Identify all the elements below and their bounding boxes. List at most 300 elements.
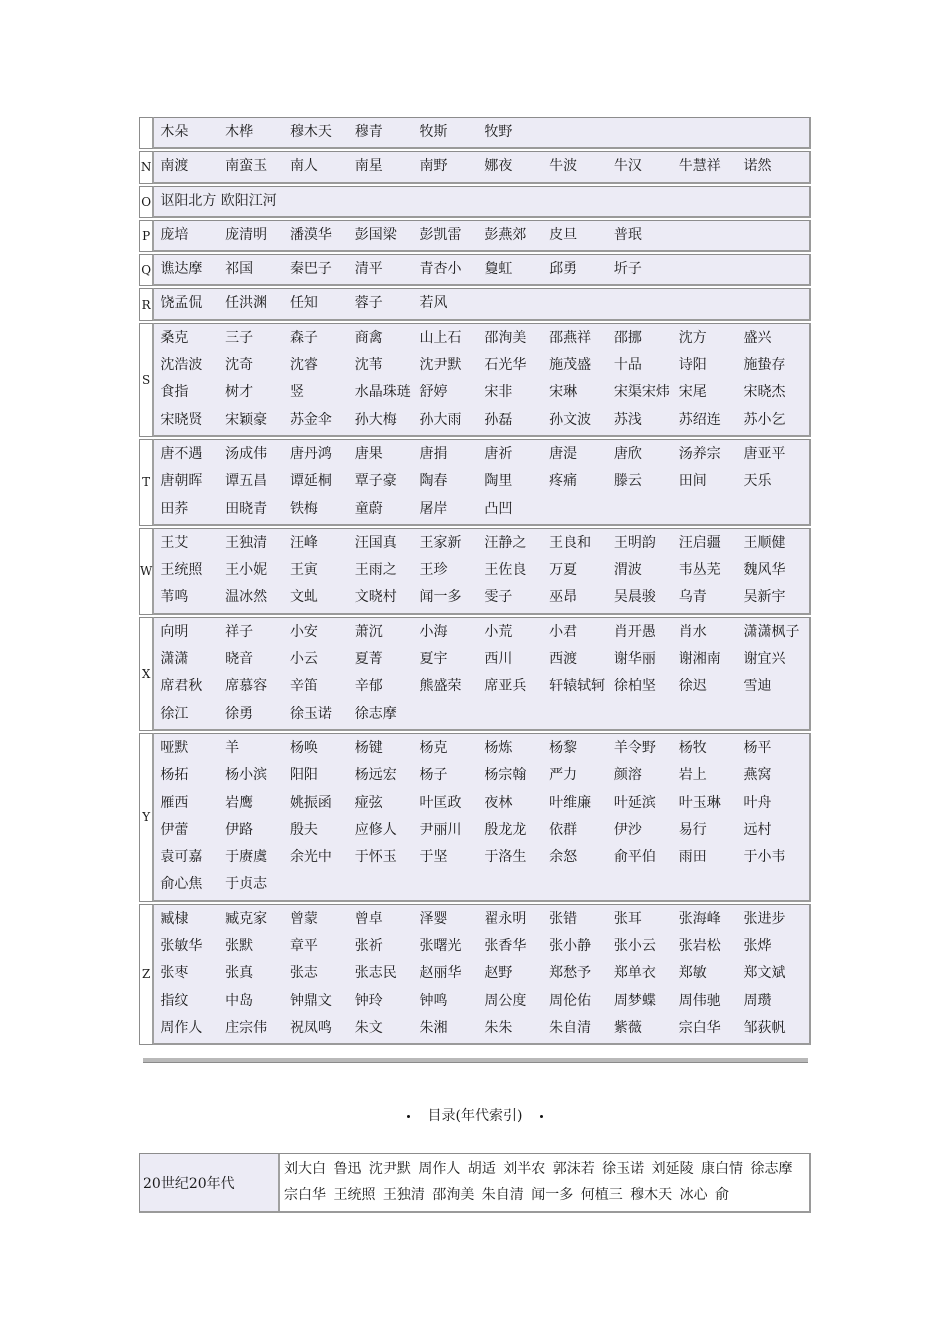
poet-name: 三子 [225, 329, 254, 346]
index-letter: Y [139, 733, 154, 902]
poet-name: 徐江 [160, 705, 189, 722]
poet-name: 王雨之 [354, 562, 397, 579]
poet-name: 指纹 [160, 992, 189, 1009]
poet-name: 商禽 [354, 329, 383, 346]
index-letter: Z [139, 904, 154, 1045]
poet-name: 沈奇 [225, 357, 254, 374]
poet-name: 叶匡政 [419, 794, 462, 811]
poet-name: 韦丛芜 [678, 562, 721, 579]
poet-name: 臧棣 [160, 910, 189, 927]
poet-name: 钟玲 [354, 992, 383, 1009]
poet-name: 席亚兵 [484, 678, 527, 695]
poet-name: 翟永明 [484, 910, 527, 927]
poet-name: 伊蕾 [160, 821, 189, 838]
poet-name: 苏金伞 [289, 411, 332, 428]
index-names-cell [154, 733, 811, 902]
poet-name: 郑敏 [678, 965, 707, 982]
poet-name: 唐朝晖 [160, 473, 203, 490]
poet-name: 小荒 [484, 623, 513, 640]
poet-name: 唐捐 [419, 445, 448, 462]
poet-name: 施蛰存 [743, 357, 786, 374]
poet-name: 邹荻帆 [743, 1019, 786, 1036]
poet-name: 渭波 [613, 562, 642, 579]
poet-name: 敻虹 [484, 261, 513, 278]
poet-name: 王统照 [160, 562, 203, 579]
poet-name: 痖弦 [354, 794, 383, 811]
index-row [139, 288, 811, 320]
index-names-cell [154, 288, 811, 320]
poet-name: 陶里 [484, 473, 513, 490]
index-letter: S [139, 323, 154, 437]
poet-name: 巫昂 [549, 589, 578, 606]
index-letter: Q [139, 254, 154, 286]
index-names-cell [154, 617, 811, 731]
poet-name: 青杏小 [419, 261, 462, 278]
index-row [139, 439, 811, 526]
poet-name: 周伟驰 [678, 992, 721, 1009]
poet-name: 祝凤鸣 [289, 1019, 332, 1036]
poet-name: 徐勇 [225, 705, 254, 722]
poet-name: 于贞志 [225, 876, 268, 893]
poet-name: 宋晓杰 [743, 384, 786, 401]
names-grid [154, 440, 809, 524]
poet-name: 温冰然 [225, 589, 268, 606]
poet-name: 钟鸣 [419, 992, 448, 1009]
poet-name: 周作人 [160, 1019, 203, 1036]
poet-name: 庞培 [160, 226, 189, 243]
poet-name: 徐玉诺 [289, 705, 332, 722]
poet-name: 周梦蝶 [613, 992, 656, 1009]
poet-name: 王家新 [419, 534, 462, 551]
poet-name: 庄宗伟 [225, 1019, 268, 1036]
poet-name: 于小韦 [743, 849, 786, 866]
poet-name: 袁可嘉 [160, 849, 203, 866]
poet-name: 王小妮 [225, 562, 268, 579]
poet-name: 席慕容 [225, 678, 268, 695]
poet-name: 徐迟 [678, 678, 707, 695]
poet-name: 曾蒙 [289, 910, 318, 927]
poet-name: 潘漠华 [289, 226, 332, 243]
poet-name: 唐不遇 [160, 445, 203, 462]
names-grid [154, 618, 809, 729]
index-names-cell [154, 904, 811, 1045]
poet-name: 南人 [289, 158, 318, 175]
poet-name: 张真 [225, 965, 254, 982]
poet-name: 伊沙 [613, 821, 642, 838]
poet-name: 远村 [743, 821, 772, 838]
index-row [139, 323, 811, 437]
poet-name: 朱朱 [484, 1019, 513, 1036]
poet-name: 牧野 [484, 124, 513, 140]
poet-name: 南野 [419, 158, 448, 175]
poet-name: 章平 [289, 938, 318, 955]
poet-name: 乌青 [678, 589, 707, 606]
poet-name: 雪迪 [743, 678, 772, 695]
poet-name: 辛郁 [354, 678, 383, 695]
poet-name: 邵燕祥 [549, 329, 592, 346]
poet-name: 西川 [484, 651, 513, 668]
poet-name: 水晶珠琏 [354, 384, 411, 401]
names-grid [154, 734, 809, 900]
poet-name: 赵丽华 [419, 965, 462, 982]
poet-name: 南蛮玉 [225, 158, 268, 175]
poet-name: 沈尹默 [419, 357, 462, 374]
poet-name: 余光中 [289, 849, 332, 866]
poet-name: 木桦 [225, 124, 254, 140]
poet-name: 树才 [225, 384, 254, 401]
poet-name: 谭延桐 [289, 473, 332, 490]
names-grid [154, 118, 809, 147]
poet-name: 朱文 [354, 1019, 383, 1036]
era-names: 刘大白 鲁迅 沈尹默 周作人 胡适 刘半农 郭沫若 徐玉诺 刘延陵 康白情 徐志摩 宗白华 王统照 王独清 邵洵美 朱自清 闻一多 何植三 穆木天 冰心 俞 [280, 1154, 809, 1211]
poet-name: 田荞 [160, 500, 189, 517]
poet-name: 张志民 [354, 965, 397, 982]
poet-name: 穆青 [354, 124, 383, 140]
poet-name: 屠岸 [419, 500, 448, 517]
index-row [139, 904, 811, 1045]
poet-name: 任洪渊 [225, 295, 268, 312]
poet-name: 唐亚平 [743, 445, 786, 462]
poet-name: 孙大雨 [419, 411, 462, 428]
names-grid [154, 152, 809, 181]
poet-name: 张耳 [613, 910, 642, 927]
poet-name: 小安 [289, 623, 318, 640]
poet-name: 哑默 [160, 739, 189, 756]
poet-name: 凸凹 [484, 500, 513, 517]
poet-name: 杨键 [354, 739, 383, 756]
poet-name: 张志 [289, 965, 318, 982]
poet-name: 唐湜 [549, 445, 578, 462]
poet-name: 王寅 [289, 562, 318, 579]
poet-name: 杨小滨 [225, 767, 268, 784]
poet-name: 王独清 [225, 534, 268, 551]
poet-name: 山上石 [419, 329, 462, 346]
poet-name: 晓音 [225, 651, 254, 668]
poet-name: 夏宇 [419, 651, 448, 668]
poet-name: 邵挪 [613, 329, 642, 346]
poet-name: 雁西 [160, 794, 189, 811]
poet-name: 熊盛荣 [419, 678, 462, 695]
poet-name: 张曙光 [419, 938, 462, 955]
poet-index-table [139, 115, 811, 1047]
poet-name: 牛汉 [613, 158, 642, 175]
poet-name: 滕云 [613, 473, 642, 490]
index-names-cell [154, 439, 811, 526]
index-names-cell [154, 254, 811, 286]
poet-name: 桑克 [160, 329, 189, 346]
poet-name: 臧克家 [225, 910, 268, 927]
poet-name: 伊路 [225, 821, 254, 838]
poet-name: 杨炼 [484, 739, 513, 756]
poet-name: 叶延滨 [613, 794, 656, 811]
poet-name: 张岩松 [678, 938, 721, 955]
poet-name: 肖开愚 [613, 623, 656, 640]
poet-name: 唐欣 [613, 445, 642, 462]
poet-name: 石光华 [484, 357, 527, 374]
poet-name: 孙大梅 [354, 411, 397, 428]
poet-name: 覃子豪 [354, 473, 397, 490]
names-grid [154, 324, 809, 435]
poet-name: 谢宜兴 [743, 651, 786, 668]
poet-name: 岩鹰 [225, 794, 254, 811]
index-row [139, 254, 811, 286]
poet-name: 向明 [160, 623, 189, 640]
poet-name: 诺然 [743, 158, 772, 175]
poet-name: 木朵 [160, 124, 189, 140]
poet-name: 潇潇枫子 [743, 623, 800, 640]
poet-name: 闻一多 [419, 589, 462, 606]
poet-name: 彭凯雷 [419, 226, 462, 243]
poet-name: 皮旦 [549, 226, 578, 243]
poet-name: 圻子 [613, 261, 642, 278]
poet-name: 易行 [678, 821, 707, 838]
index-body [139, 117, 811, 1045]
index-letter: N [139, 151, 154, 183]
poet-name: 殷龙龙 [484, 821, 527, 838]
poet-name: 张烨 [743, 938, 772, 955]
poet-name: 牛慧祥 [678, 158, 721, 175]
poet-name: 秦巴子 [289, 261, 332, 278]
poet-name: 杨唤 [289, 739, 318, 756]
index-letter: R [139, 288, 154, 320]
poet-name: 任知 [289, 295, 318, 312]
poet-name: 牧斯 [419, 124, 448, 140]
poet-name: 紫薇 [613, 1019, 642, 1036]
poet-name: 席君秋 [160, 678, 203, 695]
index-letter: X [139, 617, 154, 731]
poet-name: 沈浩波 [160, 357, 203, 374]
poet-name: 文晓村 [354, 589, 397, 606]
poet-name: 竖 [289, 384, 304, 401]
poet-name: 谢湘南 [678, 651, 721, 668]
poet-name: 阳阳 [289, 767, 318, 784]
poet-name: 宗白华 [678, 1019, 721, 1036]
poet-name: 轩辕轼轲 [549, 678, 606, 695]
poet-name: 穆木天 [289, 124, 332, 140]
era-index-table [139, 1153, 811, 1213]
poet-name: 叶玉琳 [678, 794, 721, 811]
section-title: 目录(年代索引) [427, 1108, 523, 1124]
poet-name: 应修人 [354, 821, 397, 838]
poet-name: 牛波 [549, 158, 578, 175]
index-letter [139, 117, 154, 149]
poet-name: 吴晨骏 [613, 589, 656, 606]
index-row [139, 617, 811, 731]
poet-name: 饶孟侃 [160, 295, 203, 312]
poet-name: 俞平伯 [613, 849, 656, 866]
poet-name: 宋尾 [678, 384, 707, 401]
poet-name: 钟鼎文 [289, 992, 332, 1009]
poet-name: 依群 [549, 821, 578, 838]
poet-name: 张枣 [160, 965, 189, 982]
poet-name: 张祈 [354, 938, 383, 955]
poet-name: 苏浅 [613, 411, 642, 428]
poet-name: 舒婷 [419, 384, 448, 401]
poet-name: 童蔚 [354, 500, 383, 517]
poet-name: 燕窝 [743, 767, 772, 784]
index-row [139, 528, 811, 615]
poet-name: 食指 [160, 384, 189, 401]
poet-name: 文虬 [289, 589, 318, 606]
poet-name: 盛兴 [743, 329, 772, 346]
poet-name: 雨田 [678, 849, 707, 866]
poet-name: 谯达摩 [160, 261, 203, 278]
poet-name: 张默 [225, 938, 254, 955]
poet-name: 辛笛 [289, 678, 318, 695]
poet-name: 杨拓 [160, 767, 189, 784]
poet-name: 杨宗翰 [484, 767, 527, 784]
poet-name: 谢华丽 [613, 651, 656, 668]
poet-name: 王珍 [419, 562, 448, 579]
index-row [139, 151, 811, 183]
poet-name: 南星 [354, 158, 383, 175]
poet-name: 郑单衣 [613, 965, 656, 982]
poet-name: 施茂盛 [549, 357, 592, 374]
poet-name: 王顺健 [743, 534, 786, 551]
poet-name: 郑文斌 [743, 965, 786, 982]
poet-name: 朱自清 [549, 1019, 592, 1036]
poet-name: 余怒 [549, 849, 578, 866]
poet-name: 尹丽川 [419, 821, 462, 838]
poet-name: 孙文波 [549, 411, 592, 428]
poet-name: 宋颖豪 [225, 411, 268, 428]
index-row [139, 186, 811, 218]
poet-name: 夜林 [484, 794, 513, 811]
poet-name: 张错 [549, 910, 578, 927]
index-letter: W [139, 528, 154, 615]
poet-name: 杨克 [419, 739, 448, 756]
poet-name: 小海 [419, 623, 448, 640]
section-heading [0, 1104, 950, 1128]
poet-name: 沈苇 [354, 357, 383, 374]
index-letter: T [139, 439, 154, 526]
poet-name: 泽婴 [419, 910, 448, 927]
poet-name: 吴新宇 [743, 589, 786, 606]
poet-name: 朱湘 [419, 1019, 448, 1036]
names-grid [154, 221, 809, 250]
poet-name: 雯子 [484, 589, 513, 606]
poet-name: 诗阳 [678, 357, 707, 374]
poet-name: 周公度 [484, 992, 527, 1009]
poet-name: 小君 [549, 623, 578, 640]
index-row [139, 117, 811, 149]
poet-name: 唐果 [354, 445, 383, 462]
index-names-cell [154, 220, 811, 252]
poet-name: 宋琳 [549, 384, 578, 401]
poet-name: 姚振函 [289, 794, 332, 811]
poet-name: 邵洵美 [484, 329, 527, 346]
poet-name: 严力 [549, 767, 578, 784]
poet-name: 讴阳北方 欧阳江河 [160, 192, 277, 209]
bullet-right-icon [540, 1115, 543, 1118]
poet-name: 叶维廉 [549, 794, 592, 811]
names-grid [154, 255, 809, 284]
poet-name: 张海峰 [678, 910, 721, 927]
poet-name: 祥子 [225, 623, 254, 640]
poet-name: 徐柏坚 [613, 678, 656, 695]
poet-name: 殷夫 [289, 821, 318, 838]
poet-name: 田间 [678, 473, 707, 490]
poet-name: 苏绍连 [678, 411, 721, 428]
names-grid [154, 289, 809, 318]
poet-name: 疼痛 [549, 473, 578, 490]
poet-name: 王佐良 [484, 562, 527, 579]
poet-name: 南渡 [160, 158, 189, 175]
poet-name: 汪启疆 [678, 534, 721, 551]
poet-name: 苏小乞 [743, 411, 786, 428]
poet-name: 沈睿 [289, 357, 318, 374]
poet-name: 张小静 [549, 938, 592, 955]
poet-name: 苇鸣 [160, 589, 189, 606]
index-names-cell [154, 528, 811, 615]
poet-name: 潇潇 [160, 651, 189, 668]
poet-name: 俞心焦 [160, 876, 203, 893]
poet-name: 王明韵 [613, 534, 656, 551]
poet-name: 宋渠宋炜 [613, 384, 670, 401]
poet-name: 汤成伟 [225, 445, 268, 462]
poet-name: 祁国 [225, 261, 254, 278]
poet-name: 羊令野 [613, 739, 656, 756]
poet-name: 张香华 [484, 938, 527, 955]
poet-name: 张小云 [613, 938, 656, 955]
poet-name: 庞清明 [225, 226, 268, 243]
poet-name: 颜溶 [613, 767, 642, 784]
names-grid [154, 529, 809, 613]
poet-name: 郑愁予 [549, 965, 592, 982]
poet-name: 沈方 [678, 329, 707, 346]
poet-name: 于洛生 [484, 849, 527, 866]
poet-name: 普珉 [613, 226, 642, 243]
poet-name: 赵野 [484, 965, 513, 982]
poet-name: 中岛 [225, 992, 254, 1009]
poet-name: 岩上 [678, 767, 707, 784]
poet-name: 陶春 [419, 473, 448, 490]
names-grid [154, 905, 809, 1043]
poet-name: 十品 [613, 357, 642, 374]
poet-name: 周瓒 [743, 992, 772, 1009]
poet-name: 杨黎 [549, 739, 578, 756]
poet-name: 杨远宏 [354, 767, 397, 784]
poet-name: 汤养宗 [678, 445, 721, 462]
poet-name: 宋非 [484, 384, 513, 401]
poet-name: 若风 [419, 295, 448, 312]
poet-name: 于坚 [419, 849, 448, 866]
index-row [139, 220, 811, 252]
poet-name: 邱勇 [549, 261, 578, 278]
poet-name: 汪峰 [289, 534, 318, 551]
era-label: 20世纪20年代 [140, 1154, 280, 1211]
poet-name: 曾卓 [354, 910, 383, 927]
poet-name: 铁梅 [289, 500, 318, 517]
poet-name: 娜夜 [484, 158, 513, 175]
poet-name: 汪国真 [354, 534, 397, 551]
poet-name: 夏菁 [354, 651, 383, 668]
poet-name: 孙磊 [484, 411, 513, 428]
poet-name: 羊 [225, 739, 240, 756]
poet-name: 魏风华 [743, 562, 786, 579]
poet-name: 周伦佑 [549, 992, 592, 1009]
poet-name: 宋晓贤 [160, 411, 203, 428]
poet-name: 清平 [354, 261, 383, 278]
index-names-cell [154, 151, 811, 183]
poet-name: 杨平 [743, 739, 772, 756]
index-names-cell [154, 117, 811, 149]
poet-name: 彭国梁 [354, 226, 397, 243]
poet-name: 天乐 [743, 473, 772, 490]
poet-name: 森子 [289, 329, 318, 346]
poet-name: 田晓青 [225, 500, 268, 517]
poet-name: 肖水 [678, 623, 707, 640]
